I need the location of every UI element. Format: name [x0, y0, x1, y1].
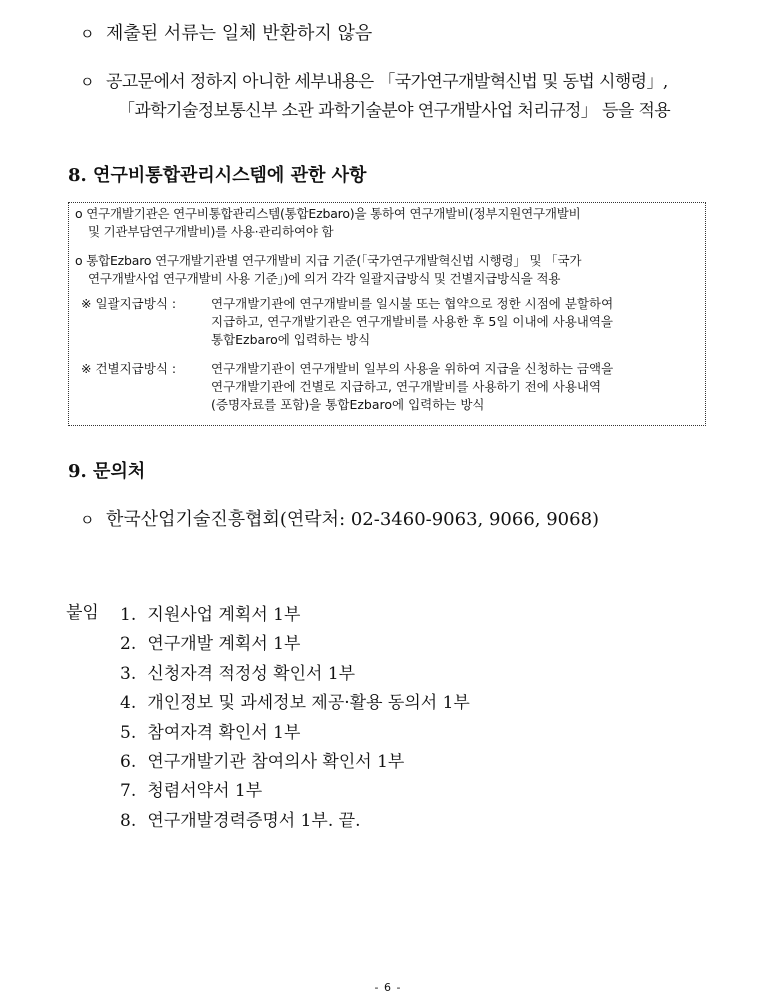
- ezbaro-info-box: [68, 202, 706, 426]
- list-item: 3. 신청자격 적정성 확인서 1부: [120, 663, 356, 684]
- bullet-mark: ㅇ: [80, 511, 95, 529]
- per-case-desc-3: (증명자료를 포함)을 통합Ezbaro에 입력하는 방식: [211, 397, 485, 412]
- list-item: 8. 연구개발경력증명서 1부. 끝.: [120, 810, 361, 831]
- per-case-label: ※ 건별지급방식 :: [81, 361, 177, 376]
- contact-text: 한국산업기술진흥협회(연락처: 02-3460-9063, 9066, 9068): [106, 509, 600, 530]
- bullet-mark: ㅇ: [80, 25, 95, 43]
- attachments-list: [120, 601, 470, 836]
- bullet-mark: ㅇ: [80, 73, 95, 91]
- list-item: 6. 연구개발기관 참여의사 확인서 1부: [120, 751, 405, 772]
- page-number: - 6 -: [374, 981, 402, 994]
- box-item1-line1: o 연구개발기관은 연구비통합관리스템(통합Ezbaro)을 통하여 연구개발비(정부지원연구개발비: [75, 206, 581, 221]
- bullet-apply-rules: [80, 70, 668, 94]
- per-case-desc-2: 연구개발기관에 건별로 지급하고, 연구개발비를 사용하기 전에 사용내역: [211, 379, 602, 394]
- attachments-label: 붙임: [66, 603, 99, 623]
- lump-sum-desc-1: 연구개발기관에 연구개발비를 일시불 또는 협약으로 정한 시점에 분할하여: [211, 296, 614, 311]
- per-case-desc-1: 연구개발기관이 연구개발비 일부의 사용을 위하여 지급을 신청하는 금액을: [211, 361, 614, 376]
- contact-line: [80, 508, 599, 532]
- list-item: 5. 참여자격 확인서 1부: [120, 722, 301, 743]
- box-item1-line2: 및 기관부담연구개발비)를 사용·관리하여야 함: [88, 224, 334, 239]
- section-9-title: 9. 문의처: [68, 461, 146, 482]
- list-item: 4. 개인정보 및 과세정보 제공·활용 동의서 1부: [120, 693, 470, 714]
- bullet-no-return: [80, 22, 372, 46]
- bullet-text-no-return: 제출된 서류는 일체 반환하지 않음: [106, 23, 373, 44]
- bullet-text-apply-rules-2: 「과학기술정보통신부 소관 과학기술분야 연구개발사업 처리규정」 등을 적용: [118, 101, 671, 121]
- list-item: 7. 청렴서약서 1부: [120, 781, 263, 802]
- lump-sum-label: ※ 일괄지급방식 :: [81, 296, 177, 311]
- section-8-title: 8. 연구비통합관리시스템에 관한 사항: [68, 165, 367, 186]
- lump-sum-desc-3: 통합Ezbaro에 입력하는 방식: [211, 332, 371, 347]
- list-item: 2. 연구개발 계획서 1부: [120, 634, 301, 655]
- box-item2-line2: 연구개발사업 연구개발비 사용 기준」)에 의거 각각 일괄지급방식 및 건별지급방식을 적용: [88, 271, 561, 286]
- box-item2-line1: o 통합Ezbaro 연구개발기관별 연구개발비 지급 기준(「국가연구개발혁신법 시행령」 및 「국가: [75, 253, 582, 268]
- bullet-text-apply-rules-1: 공고문에서 정하지 아니한 세부내용은 「국가연구개발혁신법 및 동법 시행령」,: [106, 72, 668, 92]
- lump-sum-desc-2: 지급하고, 연구개발기관은 연구개발비를 사용한 후 5일 이내에 사용내역을: [211, 314, 613, 329]
- list-item: 1. 지원사업 계획서 1부: [120, 605, 301, 625]
